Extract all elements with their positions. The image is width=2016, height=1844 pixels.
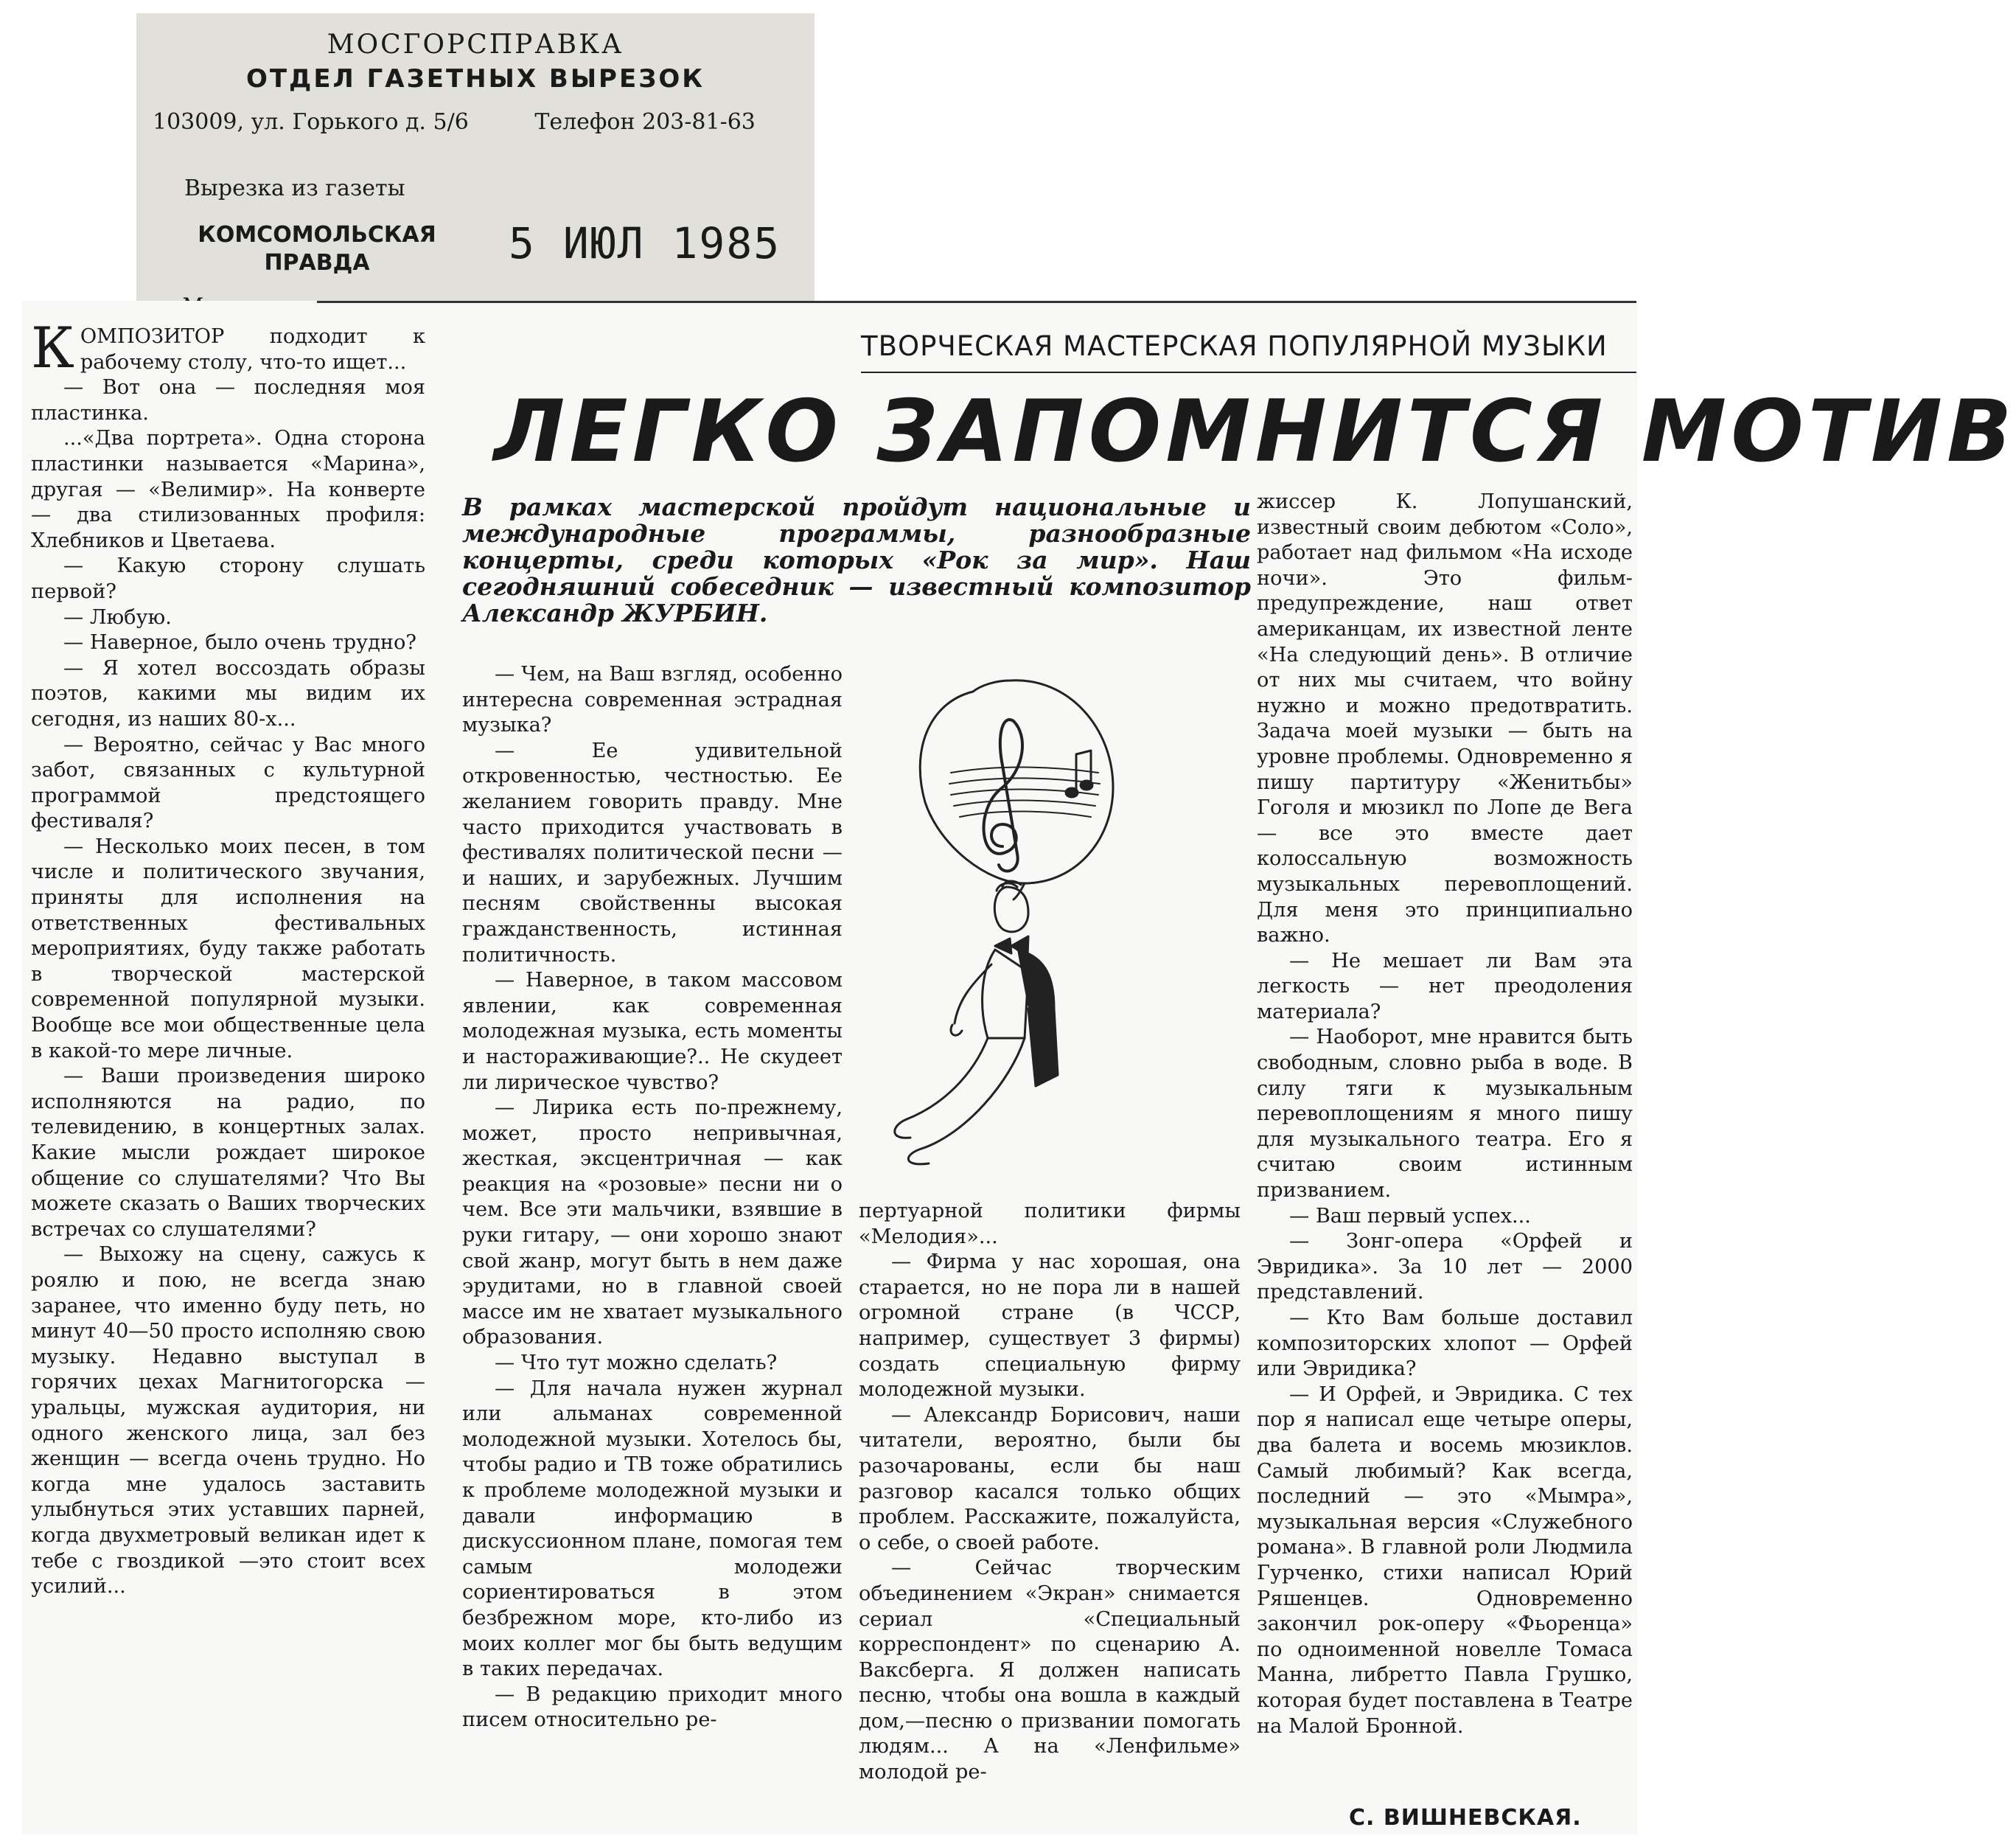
stamp-phone: Телефон 203-81-63 [534, 109, 756, 135]
stamp-org: МОСГОРСПРАВКА [327, 29, 624, 60]
legs [907, 1038, 1025, 1149]
paragraph: — Чем, на Ваш взгляд, особенно интересна современная эстрадная музыка? [462, 663, 843, 737]
paragraph: — Наверное, в таком массовом явлении, как современная молодежная музыка, есть моменты и настораживающие?.. Не скудеет ли лирическое чувство? [462, 969, 843, 1094]
paragraph: — Выхожу на сцену, сажусь к роялю и пою, не всегда знаю заранее, что именно буду петь, но минут 40—50 просто исполняю свою музыку. Недавно выступал в горячих цехах Магнитогорска — уральцы, мужская аудитория, ни одного женского лица, зал без женщин — всегда очень трудно. Но когда мне удалось заставить улыбнуться этих уставших парней, когда двухметровый великан идет к тебе с гвоздикой —это стоит всех усилий... [31, 1243, 425, 1598]
clipping-stamp [136, 13, 815, 308]
headline: ЛЕГКО ЗАПОМНИТСЯ МОТИВ [494, 382, 2016, 481]
paragraph: — Александр Борисович, наши читатели, вероятно, были бы разочарованы, если бы наш разговор касался только общих проблем. Расскажите, пожалуйста, о себе, о своей работе. [859, 1403, 1241, 1554]
paragraph: — Фирма у нас хорошая, она старается, но не пора ли в нашей огромной стране (в ЧССР, например, существует 3 фирмы) создать специальную фирму молодежной музыки. [859, 1250, 1241, 1402]
paragraph: — Лирика есть по-прежнему, может, просто непривычная, жесткая, эксцентричная — как реакция на «розовые» песни ни о чем. Все эти мальчики, взявшие в руки гитару, — они хорошо знают свой жанр, могут быть в нем даже эрудитами, но в главной своей массе им не хватает музыкального образования. [462, 1096, 843, 1349]
cartoon-illustration [870, 662, 1216, 1171]
note-head [1066, 788, 1078, 797]
paragraph: — В редакцию приходит много писем относительно ре- [462, 1683, 843, 1732]
paragraph: — Наоборот, мне нравится быть свободным, словно рыба в воде. В силу тяги к музыкальным перевоплощениям я много пишу для музыкального театра. Его я считаю своим истинным призванием. [1257, 1026, 1633, 1203]
paragraph: — Наверное, было очень трудно? [63, 631, 416, 655]
stamp-department: ОТДЕЛ ГАЗЕТНЫХ ВЫРЕЗОК [245, 64, 705, 94]
paragraph: — Какую сторону слушать первой? [31, 554, 425, 603]
newspaper-clipping [22, 301, 2016, 1834]
lead-paragraph: В рамках мастерской пройдут национальные и международные программы, разнообразные концерты, среди которых «Рок за мир». Наш сегодняшний собеседник — известный композитор Александр ЖУРБИН. [462, 493, 1251, 627]
paragraph: — Вероятно, сейчас у Вас много забот, связанных с культурной программой предстоящего фестиваля? [31, 733, 425, 833]
column-1 [31, 315, 425, 1600]
paragraph: — И Орфей, и Эвридика. С тех пор я написал еще четыре оперы, два балета и восемь мюзиклов. Самый любимый? Как всегда, последний — это «Мымра», музыкальная версия «Служебного романа». В главной роли Людмила Гурченко, стихи написал Юрий Ряшенцев. Одновременно закончил рок-оперу «Фьоренца» по одноименной новелле Томаса Манна, либретто Павла Грушко, которая будет поставлена в Театре на Малой Бронной. [1257, 1382, 1633, 1738]
treble-clef [984, 720, 1022, 871]
paragraph: — Вот она — последняя моя пластинка. [31, 376, 425, 425]
author-signature: С. ВИШНЕВСКАЯ. [1349, 1805, 1582, 1831]
paragraph: ...«Два портрета». Одна сторона пластинки называется «Марина», другая — «Велимир». На конверте — два стилизованных профиля: Хлебников и Цветаева. [31, 427, 425, 552]
stamp-date: 5 ИЮЛ 1985 [509, 218, 781, 268]
column-2 [462, 662, 843, 1733]
stamp-source-label: Вырезка из газеты [184, 175, 405, 201]
stamp-address: 103009, ул. Горького д. 5/6 [153, 109, 469, 135]
stamp-address-row [153, 109, 756, 135]
paragraph: — Для начала нужен журнал или альманах современной молодежной музыки. Хотелось бы, чтобы радио и ТВ тоже обратились к проблеме молодежной музыки и давали информацию в дискуссионном плане, помогая тем самым молодежи сориентироваться в этом безбрежном море, кто-либо из моих коллег мог бы быть ведущим в таких передачах. [462, 1377, 843, 1681]
paragraph: — Зонг-опера «Орфей и Эвридика». За 10 лет — 2000 представлений. [1257, 1230, 1633, 1304]
paragraph: — Ее удивительной откровенностью, честностью. Ее желанием говорить правду. Мне часто приходится участвовать в фестивалях политической песни — и наших, и зарубежных. Лучшим песням свойственны высокая гражданственность, истинная политичность. [462, 739, 843, 967]
note-head [1081, 781, 1092, 790]
paragraph: — Ваши произведения широко исполняются на радио, по телевидению, в концертных залах. Какие мысли рождает широкое общение со слушателями? Что Вы можете сказать о Ваших творческих встречах со слушателями? [31, 1065, 425, 1241]
paragraph: — Несколько моих песен, в том числе и политического звучания, приняты для исполнения на ответственных фестивальных мероприятиях, буду также работать в творческой мастерской современной популярной музыки. Вообще все мои общественные цела в какой-то мере личные. [31, 835, 425, 1062]
opening-paragraph [31, 315, 425, 380]
paragraph: — Что тут можно сделать? [495, 1351, 778, 1375]
paragraph: — Сейчас творческим объединением «Экран» снимается сериал «Специальный корреспондент» по сценарию А. Ваксберга. Я должен написать песню, чтобы она вошла в каждый дом,—песню о призвании помогать людям... А на «Ленфильме» молодой ре- [859, 1556, 1241, 1784]
shoes [895, 1119, 929, 1164]
rubric: ТВОРЧЕСКАЯ МАСТЕРСКАЯ ПОПУЛЯРНОЙ МУЗЫКИ [861, 330, 1608, 362]
tailcoat [1017, 950, 1058, 1086]
paragraph: — Ваш первый успех... [1289, 1204, 1531, 1228]
rubric-rule [861, 372, 1636, 373]
column-3 [859, 1199, 1241, 1786]
column-4 [1257, 490, 1633, 1739]
paragraph: — Не мешает ли Вам эта легкость — нет преодоления материала? [1257, 949, 1633, 1023]
stamp-newspaper-line2: ПРАВДА [264, 250, 370, 276]
stamp-newspaper-line1: КОМСОМОЛЬСКАЯ [198, 222, 436, 248]
paragraph: жиссер К. Лопушанский, известный своим дебютом «Соло», работает над фильмом «На исходе ночи». Это фильм-предупреждение, наш ответ американцам, их известной ленте «На следующий день». В отличие от них мы считаем, что войну нужно и можно предотвратить. Задача моей музыки — быть на уровне проблемы. Одновременно я пишу партитуру «Женитьбы» Гоголя и мюзикл по Лопе де Вега — все это вместе дает колоссальную возможность музыкальных перевоплощений. Для меня это принципиально важно. [1257, 490, 1633, 947]
stamp-newspaper [184, 221, 450, 277]
paragraph: — Любую. [63, 605, 172, 629]
top-rule [317, 301, 1636, 303]
opening-text: ОМПОЗИТОР подходит к рабочему столу, что-то ищет... [80, 325, 425, 374]
drop-cap: К [31, 315, 74, 380]
paragraph: пертуарной политики фирмы «Мелодия»... [859, 1200, 1241, 1248]
paragraph: — Я хотел воссоздать образы поэтов, какими мы видим их сегодня, из наших 80-х... [31, 656, 425, 731]
figure-head [994, 887, 1028, 932]
paragraph: — Кто Вам больше доставил композиторских хлопот — Орфей или Эвридика? [1257, 1307, 1633, 1381]
